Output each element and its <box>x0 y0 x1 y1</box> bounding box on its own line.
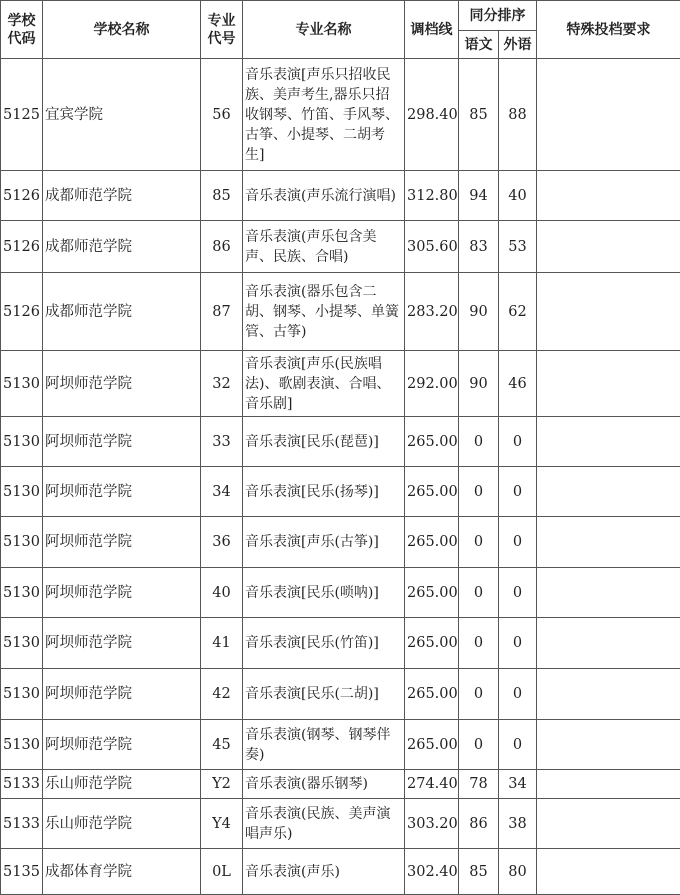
foreign-rank-cell: 46 <box>499 351 537 417</box>
major-name-cell: 音乐表演[民乐(二胡)] <box>243 669 405 720</box>
special-requirements-cell <box>537 417 680 467</box>
major-name-cell: 音乐表演[声乐(古筝)] <box>243 517 405 568</box>
chinese-rank-cell: 85 <box>459 59 499 171</box>
cutoff-score-cell: 303.20 <box>405 799 459 849</box>
major-name-cell: 音乐表演[民乐(竹笛)] <box>243 618 405 669</box>
chinese-rank-cell: 94 <box>459 171 499 221</box>
foreign-rank-cell: 34 <box>499 770 537 799</box>
major-code-cell: 32 <box>201 351 243 417</box>
special-requirements-cell <box>537 467 680 517</box>
chinese-rank-cell: 90 <box>459 351 499 417</box>
school-name-cell: 阿坝师范学院 <box>43 669 201 720</box>
table-row <box>1 171 680 221</box>
school-code-cell: 5126 <box>1 221 43 273</box>
major-code-cell: 42 <box>201 669 243 720</box>
chinese-rank-cell: 0 <box>459 417 499 467</box>
header-cutoff-score: 调档线 <box>405 1 459 59</box>
major-name-cell: 音乐表演[民乐(琵琶)] <box>243 417 405 467</box>
special-requirements-cell <box>537 799 680 849</box>
school-name-cell: 成都师范学院 <box>43 221 201 273</box>
chinese-rank-cell: 0 <box>459 669 499 720</box>
major-name-cell: 音乐表演(器乐包含二胡、钢琴、小提琴、单簧管、古筝) <box>243 273 405 351</box>
school-code-cell: 5130 <box>1 669 43 720</box>
major-name-cell: 音乐表演(声乐流行演唱) <box>243 171 405 221</box>
table-row <box>1 467 680 517</box>
school-code-cell: 5130 <box>1 618 43 669</box>
major-name-cell: 音乐表演(钢琴、钢琴伴奏) <box>243 720 405 770</box>
special-requirements-cell <box>537 221 680 273</box>
major-name-cell: 音乐表演[民乐(扬琴)] <box>243 467 405 517</box>
table-row <box>1 417 680 467</box>
table-row <box>1 849 680 895</box>
special-requirements-cell <box>537 517 680 568</box>
school-name-cell: 阿坝师范学院 <box>43 517 201 568</box>
cutoff-score-cell: 302.40 <box>405 849 459 895</box>
special-requirements-cell <box>537 59 680 171</box>
header-school-code: 学校 代码 <box>1 1 43 59</box>
foreign-rank-cell: 88 <box>499 59 537 171</box>
chinese-rank-cell: 86 <box>459 799 499 849</box>
chinese-rank-cell: 0 <box>459 467 499 517</box>
major-code-cell: 36 <box>201 517 243 568</box>
school-code-cell: 5133 <box>1 799 43 849</box>
major-code-cell: 33 <box>201 417 243 467</box>
major-code-cell: Y2 <box>201 770 243 799</box>
table-row <box>1 221 680 273</box>
school-name-cell: 阿坝师范学院 <box>43 467 201 517</box>
major-name-cell: 音乐表演[声乐只招收民族、美声考生,器乐只招收钢琴、竹笛、手风琴、古筝、小提琴、二胡考生] <box>243 59 405 171</box>
foreign-rank-cell: 38 <box>499 799 537 849</box>
cutoff-score-cell: 265.00 <box>405 669 459 720</box>
chinese-rank-cell: 85 <box>459 849 499 895</box>
foreign-rank-cell: 0 <box>499 720 537 770</box>
special-requirements-cell <box>537 669 680 720</box>
table-row <box>1 669 680 720</box>
special-requirements-cell <box>537 770 680 799</box>
foreign-rank-cell: 62 <box>499 273 537 351</box>
school-name-cell: 阿坝师范学院 <box>43 568 201 618</box>
chinese-rank-cell: 78 <box>459 770 499 799</box>
special-requirements-cell <box>537 351 680 417</box>
header-major-code: 专业 代号 <box>201 1 243 59</box>
table-row <box>1 799 680 849</box>
foreign-rank-cell: 0 <box>499 467 537 517</box>
cutoff-score-cell: 265.00 <box>405 618 459 669</box>
school-code-cell: 5133 <box>1 770 43 799</box>
header-chinese: 语文 <box>459 31 499 59</box>
cutoff-score-cell: 298.40 <box>405 59 459 171</box>
major-name-cell: 音乐表演[声乐(民族唱法)、歌剧表演、合唱、音乐剧] <box>243 351 405 417</box>
special-requirements-cell <box>537 273 680 351</box>
foreign-rank-cell: 0 <box>499 669 537 720</box>
major-code-cell: 56 <box>201 59 243 171</box>
cutoff-score-cell: 265.00 <box>405 417 459 467</box>
foreign-rank-cell: 0 <box>499 618 537 669</box>
major-code-cell: 87 <box>201 273 243 351</box>
school-name-cell: 乐山师范学院 <box>43 770 201 799</box>
special-requirements-cell <box>537 568 680 618</box>
table-row <box>1 568 680 618</box>
school-name-cell: 成都师范学院 <box>43 171 201 221</box>
cutoff-score-cell: 283.20 <box>405 273 459 351</box>
cutoff-score-cell: 274.40 <box>405 770 459 799</box>
chinese-rank-cell: 0 <box>459 720 499 770</box>
foreign-rank-cell: 53 <box>499 221 537 273</box>
school-code-cell: 5130 <box>1 720 43 770</box>
cutoff-score-cell: 305.60 <box>405 221 459 273</box>
school-code-cell: 5125 <box>1 59 43 171</box>
foreign-rank-cell: 80 <box>499 849 537 895</box>
major-code-cell: Y4 <box>201 799 243 849</box>
foreign-rank-cell: 40 <box>499 171 537 221</box>
cutoff-score-cell: 265.00 <box>405 517 459 568</box>
table-row <box>1 273 680 351</box>
cutoff-score-cell: 312.80 <box>405 171 459 221</box>
major-code-cell: 85 <box>201 171 243 221</box>
cutoff-score-cell: 265.00 <box>405 467 459 517</box>
header-foreign-language: 外语 <box>499 31 537 59</box>
major-name-cell: 音乐表演(民族、美声演唱声乐) <box>243 799 405 849</box>
school-name-cell: 成都体育学院 <box>43 849 201 895</box>
school-code-cell: 5126 <box>1 273 43 351</box>
foreign-rank-cell: 0 <box>499 568 537 618</box>
table-row <box>1 59 680 171</box>
header-school-name: 学校名称 <box>43 1 201 59</box>
school-code-cell: 5135 <box>1 849 43 895</box>
special-requirements-cell <box>537 720 680 770</box>
cutoff-score-cell: 265.00 <box>405 568 459 618</box>
school-code-cell: 5130 <box>1 517 43 568</box>
special-requirements-cell <box>537 849 680 895</box>
major-code-cell: 86 <box>201 221 243 273</box>
table-row <box>1 770 680 799</box>
foreign-rank-cell: 0 <box>499 417 537 467</box>
special-requirements-cell <box>537 171 680 221</box>
table-row <box>1 351 680 417</box>
major-code-cell: 34 <box>201 467 243 517</box>
major-name-cell: 音乐表演(器乐钢琴) <box>243 770 405 799</box>
major-code-cell: 45 <box>201 720 243 770</box>
school-name-cell: 阿坝师范学院 <box>43 417 201 467</box>
major-code-cell: 0L <box>201 849 243 895</box>
chinese-rank-cell: 83 <box>459 221 499 273</box>
school-name-cell: 阿坝师范学院 <box>43 618 201 669</box>
chinese-rank-cell: 90 <box>459 273 499 351</box>
school-name-cell: 乐山师范学院 <box>43 799 201 849</box>
school-code-cell: 5130 <box>1 351 43 417</box>
foreign-rank-cell: 0 <box>499 517 537 568</box>
chinese-rank-cell: 0 <box>459 568 499 618</box>
table-row <box>1 517 680 568</box>
school-code-cell: 5130 <box>1 417 43 467</box>
school-name-cell: 成都师范学院 <box>43 273 201 351</box>
header-special-requirements: 特殊投档要求 <box>537 1 680 59</box>
chinese-rank-cell: 0 <box>459 618 499 669</box>
school-code-cell: 5130 <box>1 467 43 517</box>
header-tie-rank: 同分排序 <box>459 1 537 31</box>
major-name-cell: 音乐表演(声乐包含美声、民族、合唱) <box>243 221 405 273</box>
school-name-cell: 阿坝师范学院 <box>43 351 201 417</box>
table-row <box>1 618 680 669</box>
major-name-cell: 音乐表演[民乐(唢呐)] <box>243 568 405 618</box>
school-code-cell: 5126 <box>1 171 43 221</box>
school-name-cell: 阿坝师范学院 <box>43 720 201 770</box>
school-name-cell: 宜宾学院 <box>43 59 201 171</box>
cutoff-score-cell: 265.00 <box>405 720 459 770</box>
header-major-name: 专业名称 <box>243 1 405 59</box>
major-name-cell: 音乐表演(声乐) <box>243 849 405 895</box>
major-code-cell: 40 <box>201 568 243 618</box>
special-requirements-cell <box>537 618 680 669</box>
major-code-cell: 41 <box>201 618 243 669</box>
school-code-cell: 5130 <box>1 568 43 618</box>
table-row <box>1 720 680 770</box>
chinese-rank-cell: 0 <box>459 517 499 568</box>
cutoff-score-cell: 292.00 <box>405 351 459 417</box>
